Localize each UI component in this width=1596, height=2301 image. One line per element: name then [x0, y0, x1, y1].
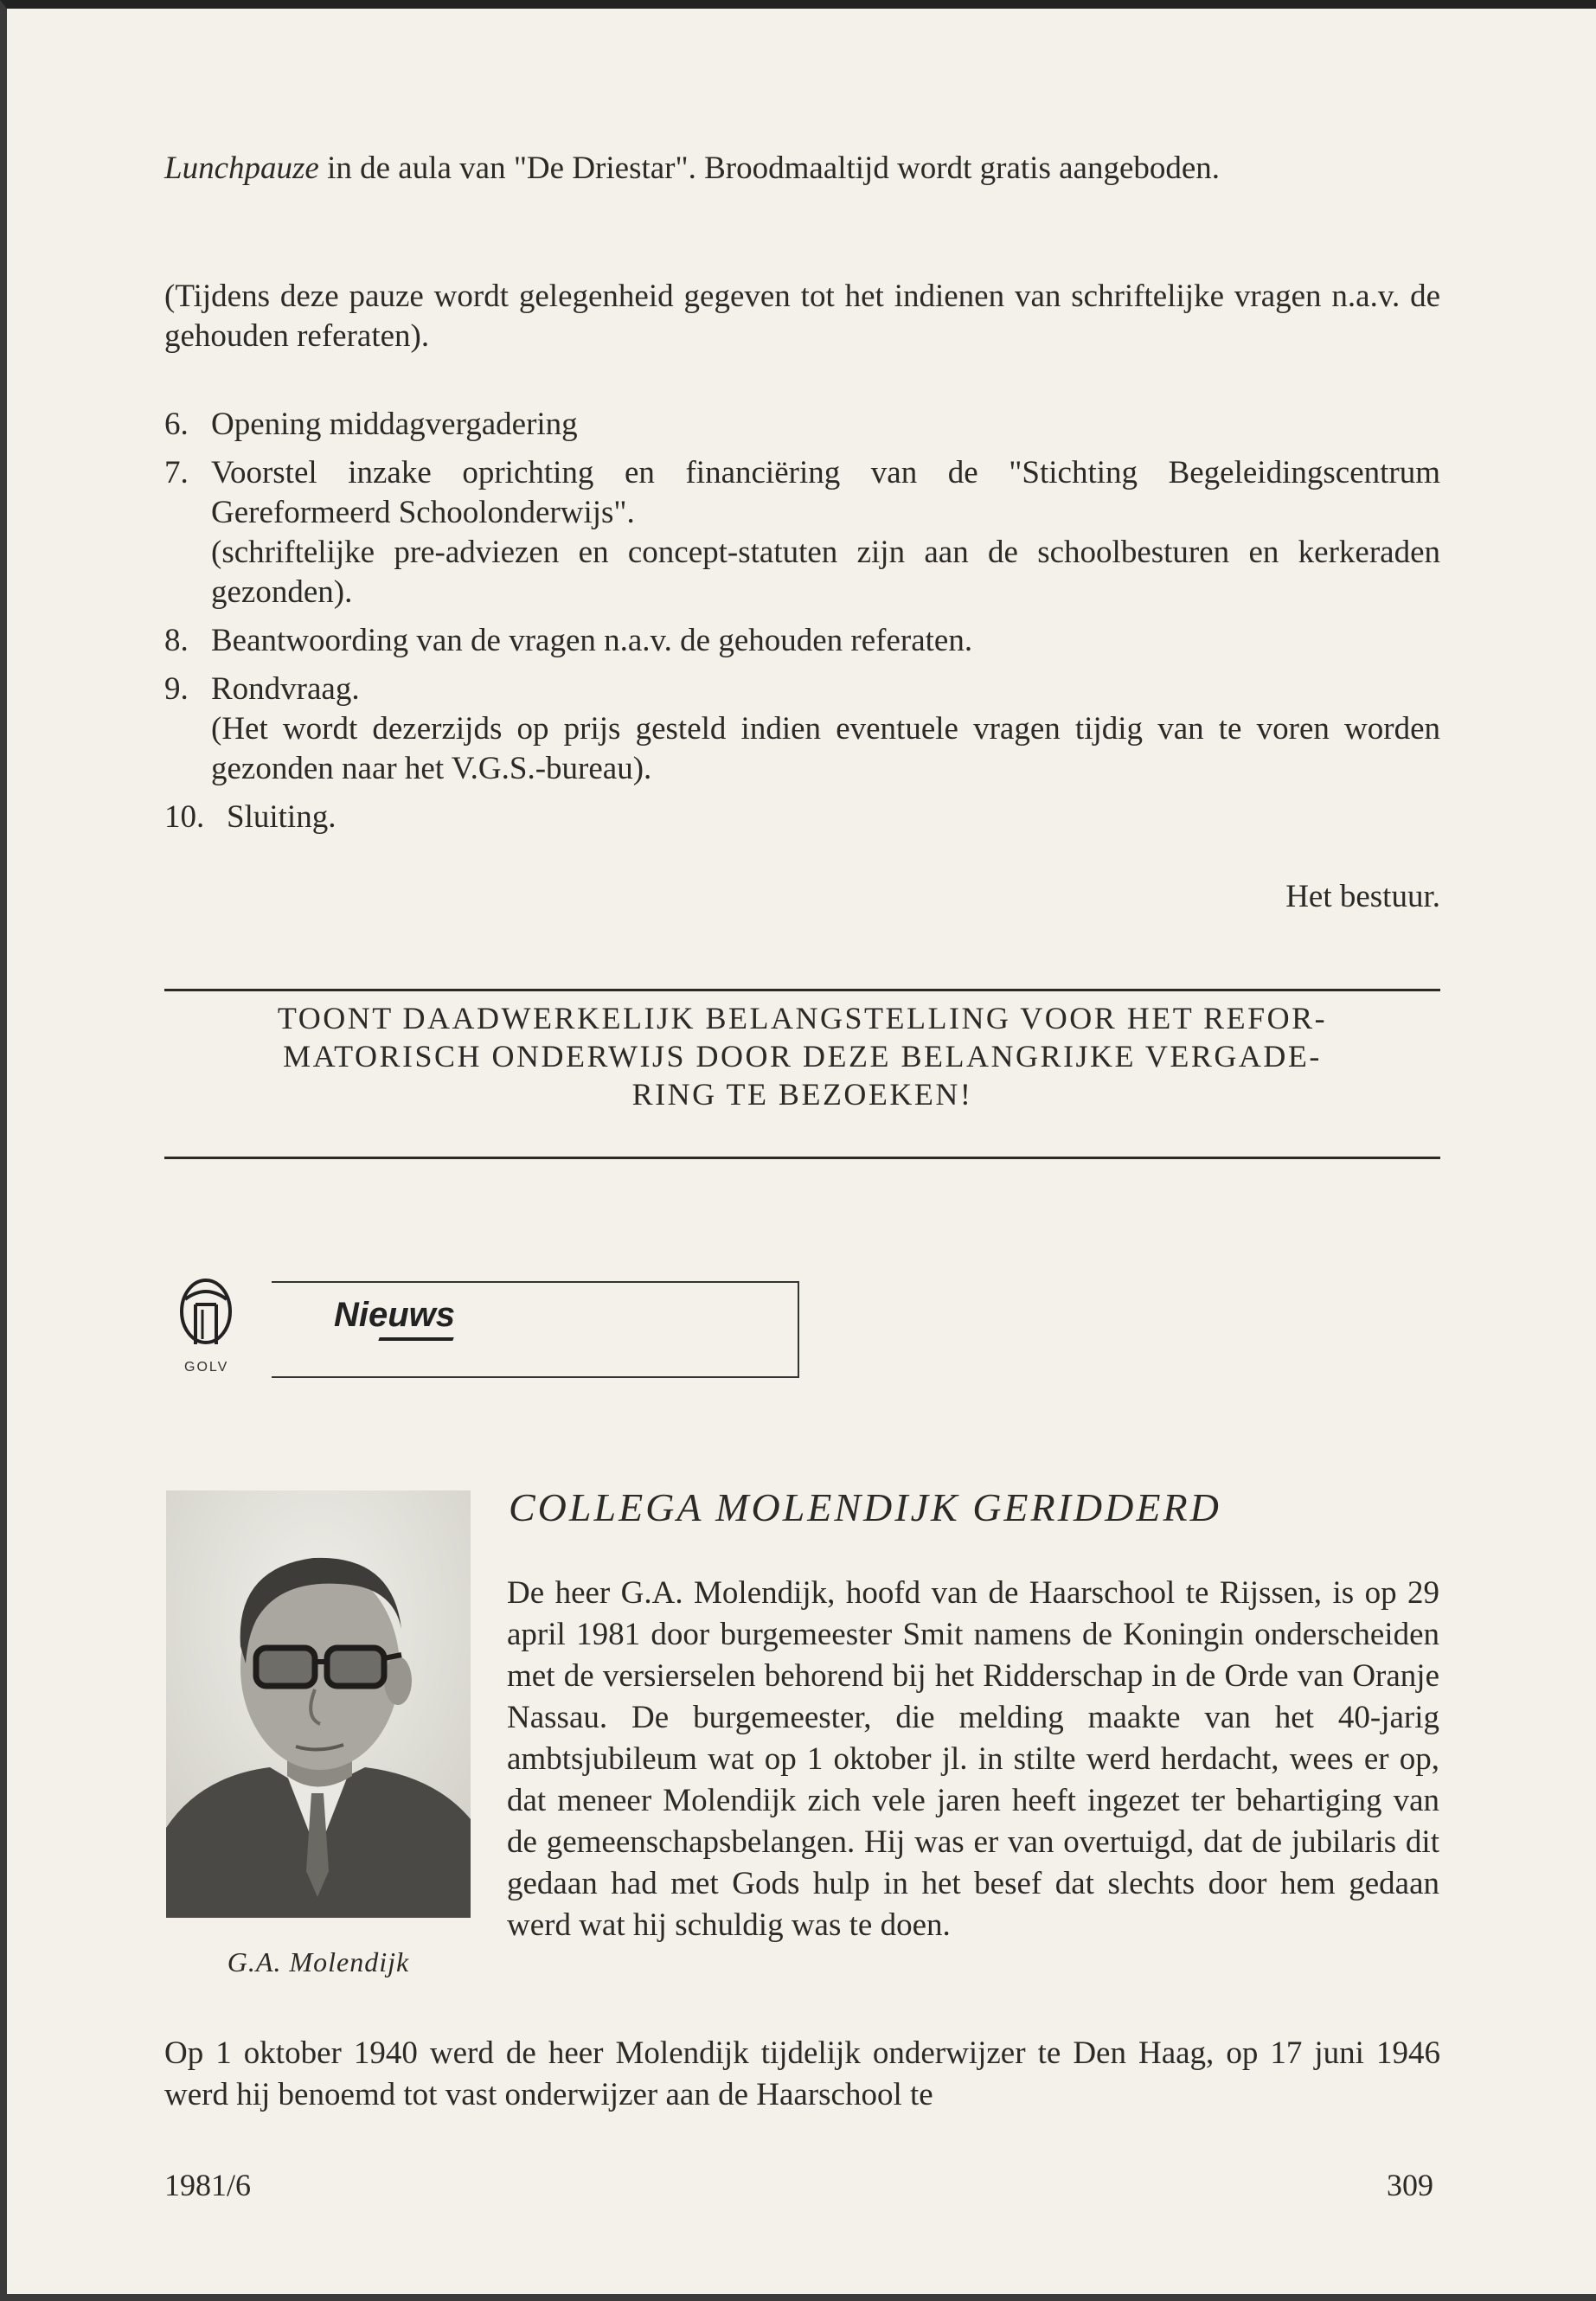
agenda-item-6: [164, 405, 1440, 445]
agenda-text: Rondvraag.: [211, 671, 360, 707]
agenda-item-7: [164, 453, 1440, 612]
agenda-number: 10.: [164, 799, 205, 835]
agenda-number: 7.: [164, 455, 189, 490]
agenda-text: Sluiting.: [227, 799, 337, 835]
agenda-item-8: [164, 621, 1440, 661]
agenda-text: Beantwoording van de vragen n.a.v. de gehouden referaten.: [211, 623, 973, 658]
agenda-number: 9.: [164, 671, 189, 707]
signature: Het bestuur.: [1285, 879, 1440, 914]
lunch-text: in de aula van "De Driestar". Broodmaaltijd wordt gratis aangeboden.: [318, 151, 1221, 186]
agenda-item-9: [164, 670, 1440, 789]
banner-line-3: RING TE BEZOEKEN!: [631, 1077, 973, 1112]
tijdens-paragraph: (Tijdens deze pauze wordt gelegenheid gegeven tot het indienen van schriftelijke vragen n.a.v. de gehouden referaten).: [164, 279, 1440, 354]
agenda-note: (Het wordt dezerzijds op prijs gesteld indien eventuele vragen tijdig van te voren worden gezonden naar het V.G.S.-bureau).: [211, 711, 1440, 786]
article-body: De heer G.A. Molendijk, hoofd van de Haarschool te Rijssen, is op 29 april 1981 door burgemeester Smit namens de Koningin onderscheiden met de versierselen behorend bij het Ridderschap in de Orde van Oranje Nassau. De burgemeester, die melding maakte van het 40-jarig ambtsjubileum wat op 1 oktober jl. in stilte werd herdacht, wees er op, dat meneer Molendijk zich vele jaren heeft ingezet ter behartiging van de gemeenschapsbelangen. Hij was er van overtuigd, dat de jubilaris dit gedaan had met Gods hulp in het besef dat slechts door hem gedaan werd wat hij schuldig was te doen.: [507, 1575, 1439, 1943]
agenda-note: (schriftelijke pre-adviezen en concept-statuten zijn aan de schoolbesturen en kerkeraden gezonden).: [211, 535, 1440, 610]
divider-bottom: [164, 1157, 1440, 1159]
banner-line-1: TOONT DAADWERKELIJK BELANGSTELLING VOOR HET REFOR-: [277, 1001, 1328, 1035]
divider-top: [164, 989, 1440, 991]
article-title: COLLEGA MOLENDIJK GERIDDERD: [509, 1485, 1221, 1529]
logo-label: GOLV: [184, 1360, 229, 1375]
golv-logo-icon: [176, 1270, 272, 1374]
photo-caption: G.A. Molendijk: [227, 1946, 410, 1977]
agenda-number: 6.: [164, 407, 189, 442]
agenda-list: [164, 405, 1440, 846]
banner-text: [164, 999, 1440, 1113]
banner-line-2: MATORISCH ONDERWIJS DOOR DEZE BELANGRIJKE VERGADE-: [283, 1039, 1322, 1074]
lunch-paragraph: [164, 149, 1440, 189]
page-number: 309: [1387, 2168, 1433, 2202]
agenda-item-10: [164, 798, 1440, 837]
portrait-photo: [166, 1490, 471, 1918]
news-title-underline: [378, 1337, 453, 1341]
lunch-label: Lunchpauze: [164, 151, 319, 186]
agenda-text: Opening middagvergadering: [211, 407, 578, 442]
issue-number: 1981/6: [164, 2168, 252, 2202]
agenda-number: 8.: [164, 623, 189, 658]
agenda-text: Voorstel inzake oprichting en financiëring van de "Stichting Begeleidingscentrum Gereformeerd Schoolonderwijs".: [211, 455, 1440, 530]
news-section-title: Nieuws: [334, 1296, 456, 1334]
article-continuation: Op 1 oktober 1940 werd de heer Molendijk tijdelijk onderwijzer te Den Haag, op 17 juni 1946 werd hij benoemd tot vast onderwijzer aan de Haarschool te: [164, 2035, 1440, 2112]
